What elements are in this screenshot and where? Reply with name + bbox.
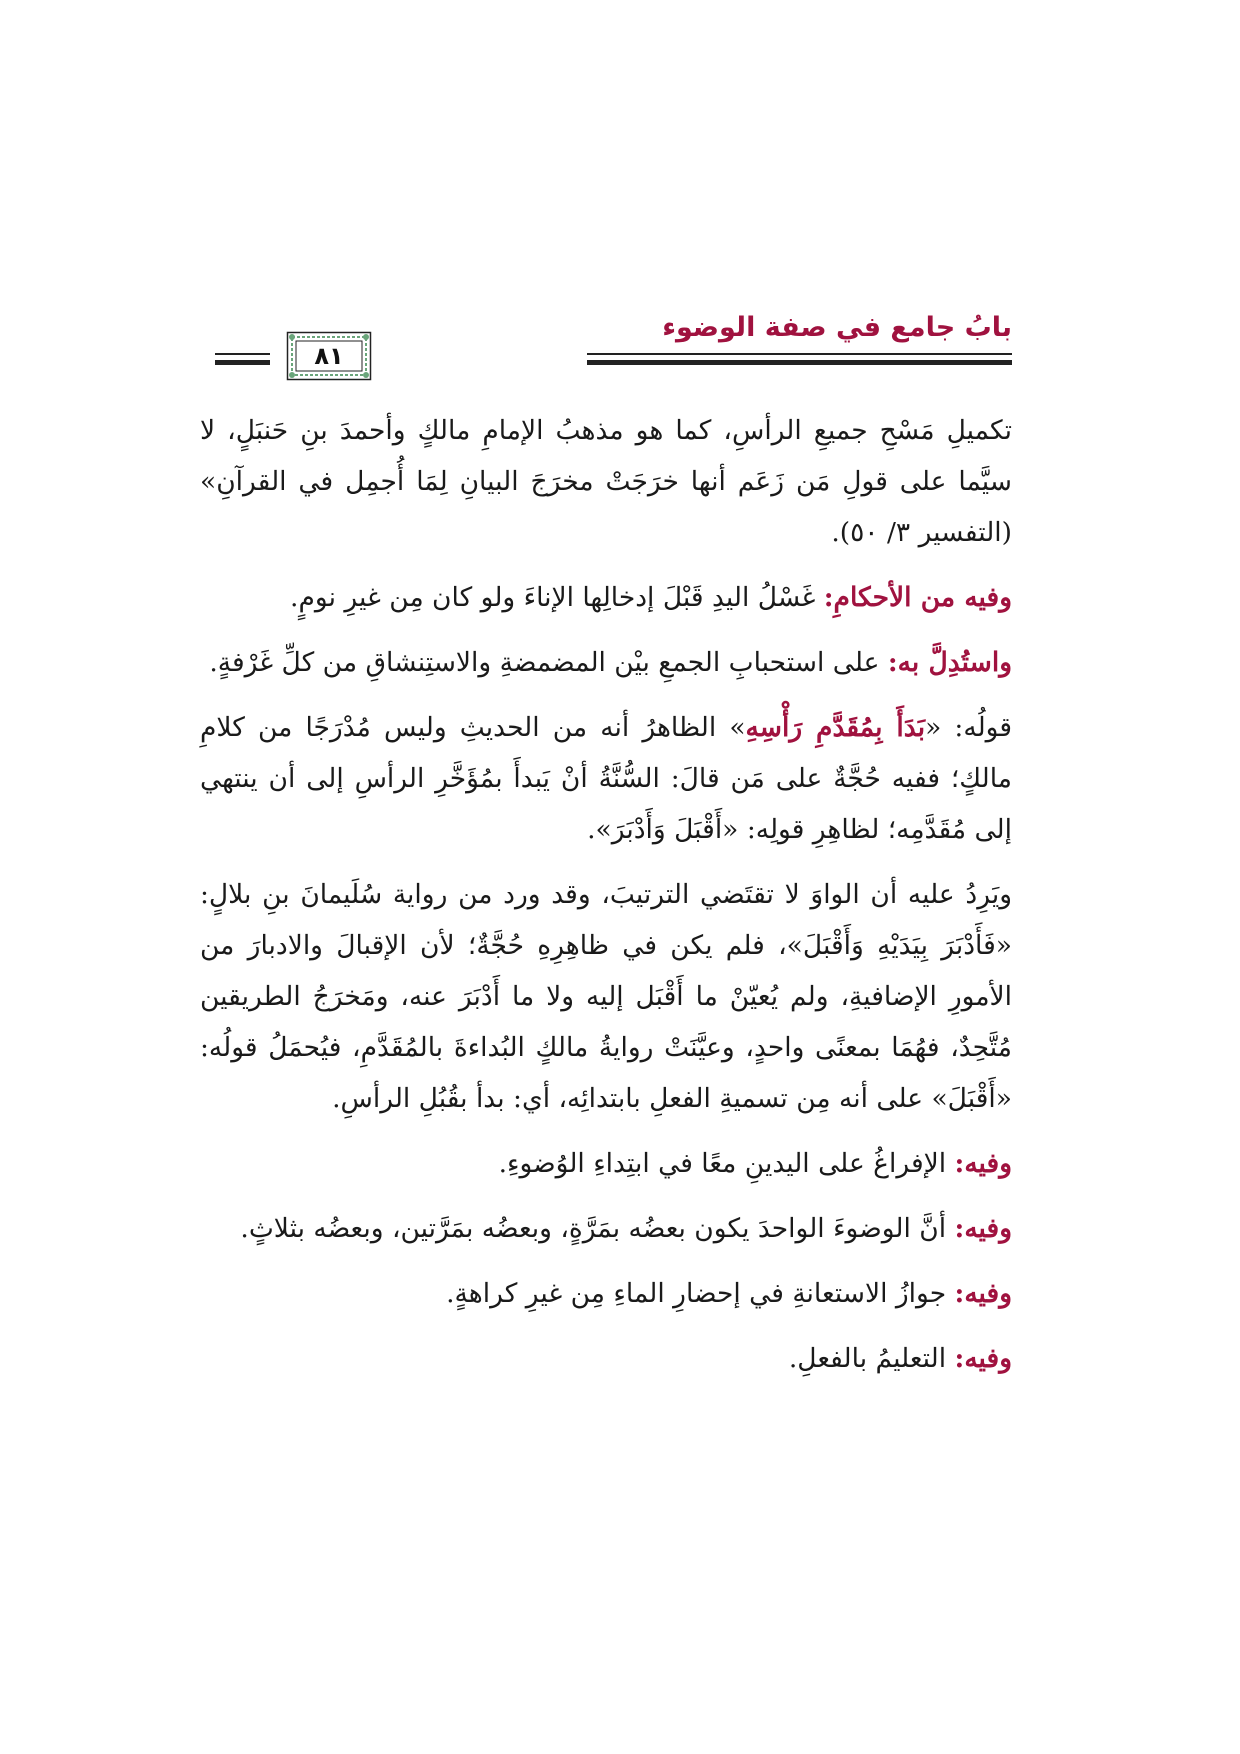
paragraph [200,1138,1012,1189]
paragraph-text: جوازُ الاستعانةِ في إحضارِ الماءِ مِن غيرِ كراهةٍ. [446,1278,955,1309]
paragraph-text: التعليمُ بالفعلِ. [788,1343,955,1374]
page-header [215,312,1012,384]
paragraph-text: الإفراغُ على اليدينِ معًا في ابتِداءِ الوُضوءِ. [498,1148,955,1179]
paragraph-label: وفيه: [954,1278,1012,1309]
paragraph-label: وفيه: [954,1343,1012,1374]
chapter-title: بابُ جامع في صفة الوضوء [662,312,1012,343]
header-rule-thick [587,360,1012,365]
paragraph-text: على استحبابِ الجمعِ بيْن المضمضةِ والاستِنشاقِ من كلِّ غَرْفةٍ. [209,647,888,678]
paragraph [200,572,1012,623]
header-rule [587,353,1012,355]
page-body [200,405,1012,1384]
header-rule-left-thick [215,360,270,365]
page-number-frame [286,331,372,381]
paragraph-label: واستُدِلَّ به: [887,647,1012,678]
paragraph-label: وفيه: [954,1148,1012,1179]
paragraph-text: أنَّ الوضوءَ الواحدَ يكون بعضُه بمَرَّةٍ، وبعضُه بمَرَّتين، وبعضُه بثلاثٍ. [240,1213,955,1244]
paragraph-text: غَسْلُ اليدِ قَبْلَ إدخالِها الإناءَ ولو كان مِن غيرِ نومٍ. [290,582,824,613]
paragraph [200,869,1012,1124]
page-number: ٨١ [314,342,344,370]
header-rule-left [215,353,270,355]
paragraph [200,1268,1012,1319]
paragraph-text: قولُه: « [925,712,1012,743]
paragraph [200,1203,1012,1254]
paragraph [200,1333,1012,1384]
paragraph-text: تكميلِ مَسْحِ جميعِ الرأسِ، كما هو مذهبُ الإمامِ مالكٍ وأحمدَ بنِ حَنبَلٍ، لا سيَّما على قولِ مَن زَعَم أنها خرَجَتْ مخرَجَ البيانِ لِمَا أُجمِل في القرآنِ» (التفسير ٣/ ٥٠). [200,415,1012,548]
paragraph-label: وفيه من الأحكامِ: [823,582,1012,613]
paragraph [200,637,1012,688]
hadith-quote: بَدَأَ بِمُقَدَّمِ رَأْسِهِ [745,712,926,743]
paragraph-label: وفيه: [954,1213,1012,1244]
paragraph [200,405,1012,558]
paragraph-text: » الظاهرُ أنه من الحديثِ وليس مُدْرَجًا من كلامِ مالكٍ؛ ففيه حُجَّةٌ على مَن قالَ: السُّنَّةُ أنْ يَبدأَ بمُؤَخَّرِ الرأسِ إلى أن ينتهي إلى مُقَدَّمِه؛ لظاهِرِ قولِه: «أَقْبَلَ وَأَدْبَرَ». [200,712,1012,845]
paragraph [200,702,1012,855]
paragraph-text: ويَرِدُ عليه أن الواوَ لا تقتَضي الترتيبَ، وقد ورد من رواية سُلَيمانَ بنِ بلالٍ: «فَأَدْبَرَ بِيَدَيْهِ وَأَقْبَلَ»، فلم يكن في ظاهِرِهِ حُجَّةٌ؛ لأن الإقبالَ والادبارَ من الأمورِ الإضافيةِ، ولم يُعيّنْ ما أَقْبَل إليه ولا ما أَدْبَرَ عنه، ومَخرَجُ الطريقين مُتَّحِدٌ، فهُمَا بمعنًى واحدٍ، وعيَّنَتْ روايةُ مالكٍ البُداءةَ بالمُقَدَّمِ، فيُحمَلُ قولُه: «أَقْبَلَ» على أنه مِن تسميةِ الفعلِ بابتدائِه، أي: بدأ بقُبُلِ الرأسِ. [200,879,1012,1114]
